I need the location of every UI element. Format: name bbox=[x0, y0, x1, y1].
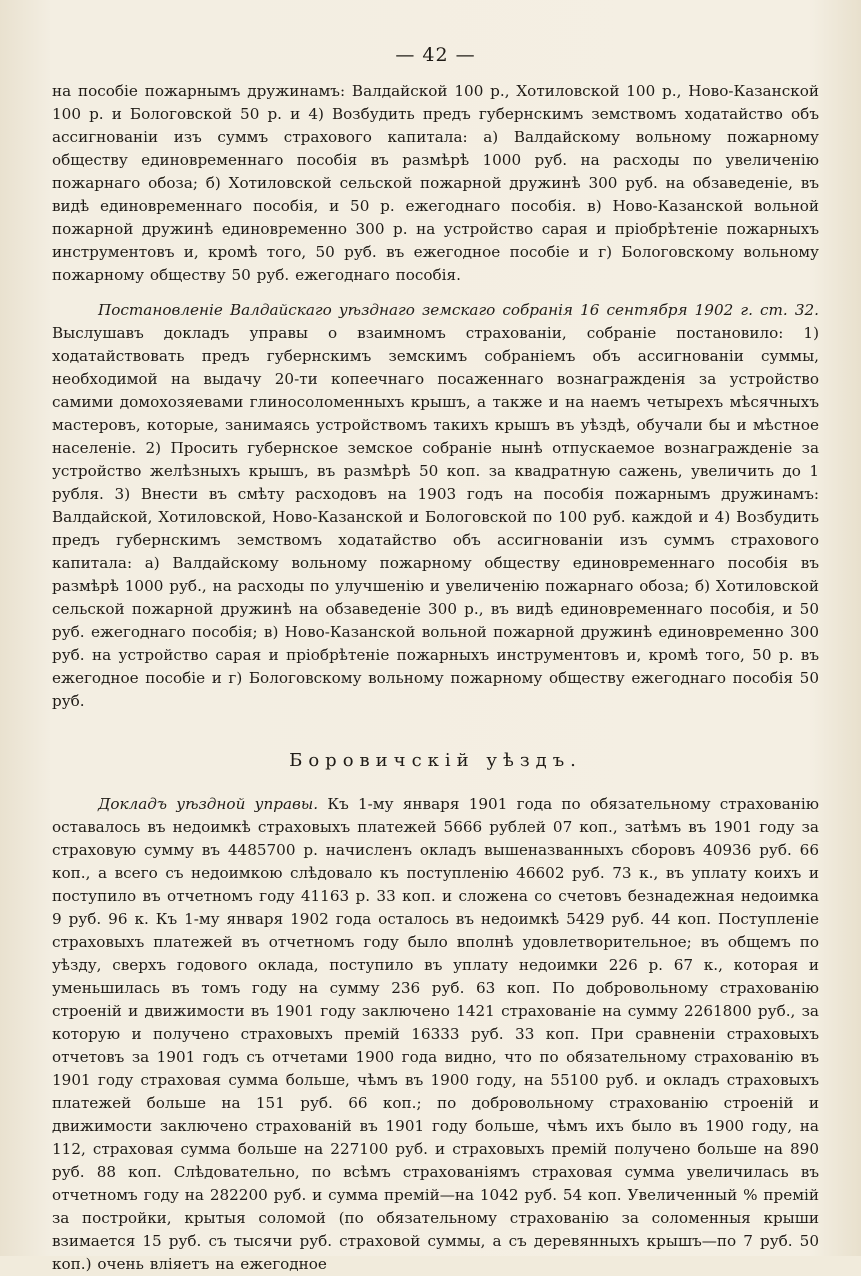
report-body: Къ 1-му января 1901 года по обязательному страхованію оставалось въ недоимкѣ страховыхъ платежей 5666 рублей 07 коп., затѣмъ въ 1901 году за страховую сумму въ 4485700 р. начисленъ окладъ вышеназванныхъ сборовъ 40936 руб. 66 коп., а всего съ недоимкою слѣдовало къ поступленію 46602 руб. 73 к., въ уплату коихъ и поступило въ отчетномъ году 41163 р. 33 коп. и сложена со счетовъ безнадежная недоимка 9 руб. 96 к. Къ 1-му января 1902 года осталось въ недоимкѣ 5429 руб. 44 коп. Поступленіе страховыхъ платежей въ отчетномъ году было вполнѣ удовлетворительное; въ общемъ по уѣзду, сверхъ годового оклада, поступило въ уплату недоимки 226 р. 67 к., которая и уменьшилась въ томъ году на сумму 236 руб. 63 коп. По добровольному страхованію строеній и движимости въ 1901 году заключено 1421 страхованіе на сумму 2261800 руб., за которую и получено страховыхъ премій 16333 руб. 33 коп. При сравненіи страховыхъ отчетовъ за 1901 годъ съ отчетами 1900 года видно, что по обязательному страхованію въ 1901 году страховая сумма больше, чѣмъ въ 1900 году, на 55100 руб. и окладъ страховыхъ платежей больше на 151 руб. 66 коп.; по добровольному страхованію строеній и движимости заключено страхованій въ 1901 году больше, чѣмъ ихъ было въ 1900 году, на 112, страховая сумма больше на 227100 руб. и страховыхъ премій получено больше на 890 руб. 88 коп. Слѣдовательно, по всѣмъ страхованіямъ страховая сумма увеличилась въ отчетномъ году на 282200 руб. и сумма премій—на 1042 руб. 54 коп. Увеличенный % премій за постройки, крытыя соломой (по обязательному страхованію за соломенныя крыши взимается 15 руб. съ тысячи руб. страховой суммы, а съ деревянныхъ крышъ—по 7 руб. 50 коп.) очень вліяетъ на ежегодное bbox=[52, 795, 819, 1273]
section-heading-borovichi: Боровичскій уѣздъ. bbox=[289, 750, 582, 771]
paragraph-valdai-resolution bbox=[52, 299, 819, 713]
resolution-body: Выслушавъ докладъ управы о взаимномъ страхованіи, собраніе постановило: 1) ходатайствовать предъ губернскимъ земскимъ собраніемъ объ ассигнованіи суммы, необходимой на выдачу 20-ти копеечнаго посаженнаго вознагражденія за устройство самими домохозяевами глиносоломенныхъ крышъ, а также и на наемъ четырехъ мѣсячныхъ мастеровъ, которые, занимаясь устройствомъ такихъ крышъ въ уѣздѣ, обучали бы и мѣстное населеніе. 2) Просить губернское земское собраніе нынѣ отпускаемое вознагражденіе за устройство желѣзныхъ крышъ, въ размѣрѣ 50 коп. за квадратную сажень, увеличить до 1 рубля. 3) Внести въ смѣту расходовъ на 1903 годъ на пособія пожарнымъ дружинамъ: Валдайской, Хотиловской, Ново-Казанской и Бологовской по 100 руб. каждой и 4) Возбудить предъ губернскимъ земствомъ ходатайство объ ассигнованіи изъ суммъ страхового капитала: а) Валдайскому вольному пожарному обществу единовременнаго пособія въ размѣрѣ 1000 руб., на расходы по улучшенію и увеличенію пожарнаго обоза; б) Хотиловской сельской пожарной дружинѣ на обзаведеніе 300 р., въ видѣ единовременнаго пособія, и 50 руб. ежегоднаго пособія; в) Ново-Казанской вольной пожарной дружинѣ единовременно 300 руб. на устройство сарая и пріобрѣтеніе пожарныхъ инструментовъ и, кромѣ того, 50 р. въ ежегодное пособіе и г) Бологовскому вольному пожарному обществу ежегоднаго пособія 50 руб. bbox=[52, 324, 819, 710]
report-title: Докладъ уѣздной управы. bbox=[98, 795, 319, 813]
page-number: — 42 — bbox=[395, 44, 476, 66]
paragraph-borovichi-report bbox=[52, 793, 819, 1276]
resolution-title: Постановленіе Валдайскаго уѣзднаго земскаго собранія 16 сентября 1902 г. ст. 32. bbox=[98, 301, 819, 319]
paragraph-valdai-continuation: на пособіе пожарнымъ дружинамъ: Валдайской 100 р., Хотиловской 100 р., Ново-Казанской 100 р. и Бологовской 50 р. и 4) Возбудить предъ губернскимъ земствомъ ходатайство объ ассигнованіи изъ суммъ страхового капитала: а) Валдайскому вольному пожарному обществу единовременнаго пособія въ размѣрѣ 1000 руб. на расходы по увеличенію пожарнаго обоза; б) Хотиловской сельской пожарной дружинѣ 300 руб. на обзаведеніе, въ видѣ единовременнаго пособія, и 50 р. ежегоднаго пособія. в) Ново-Казанской вольной пожарной дружинѣ единовременно 300 р. на устройство сарая и пріобрѣтеніе пожарныхъ инструментовъ и, кромѣ того, 50 руб. въ ежегодное пособіе и г) Бологовскому вольному пожарному обществу 50 руб. ежегоднаго пособія. bbox=[52, 82, 819, 284]
